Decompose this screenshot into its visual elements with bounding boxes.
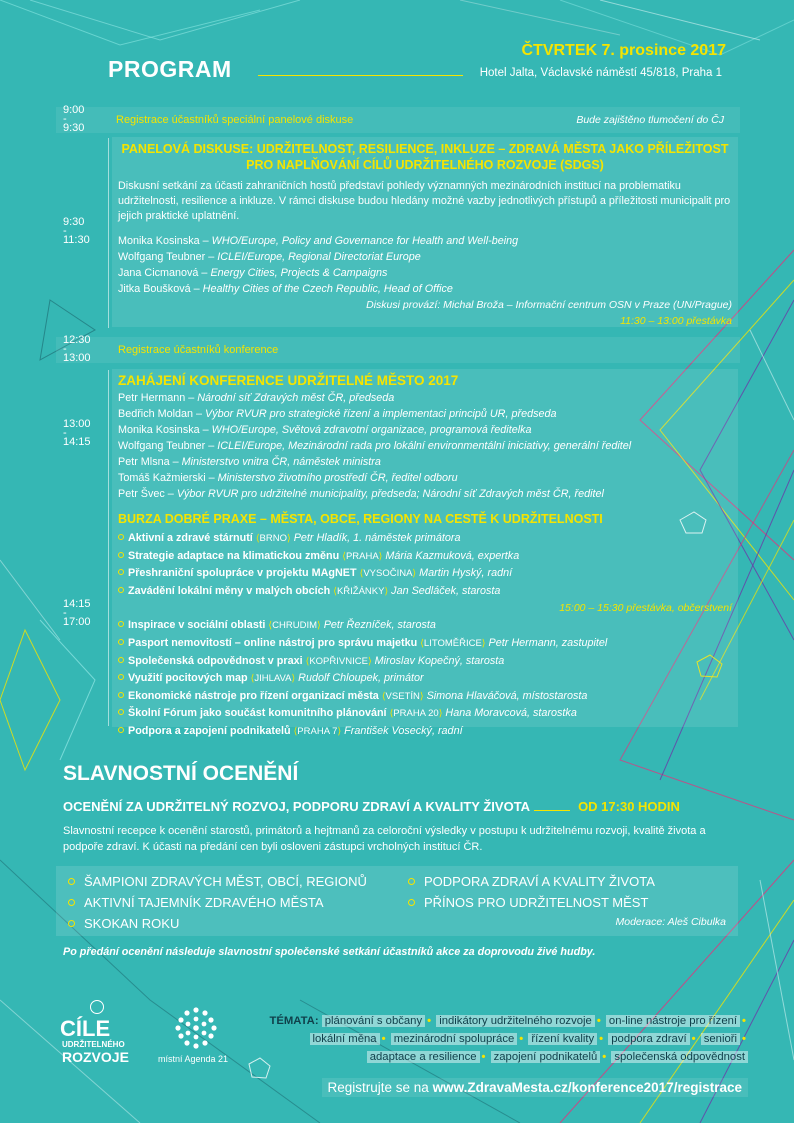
burza-item: Inspirace v sociální oblasti ⟨ CHRUDIM ⟩ Petr Řezníček, starosta [112,617,738,635]
opening-speaker: Petr Mlsna – Ministerstvo vnitra ČR, náměstek ministra [118,456,381,468]
time-from: 9:00 [63,104,85,116]
opening-speaker: Wolfgang Teubner – ICLEI/Europe, Mezinárodní rada pro lokální environmentální iniciativy, generální ředitel [118,440,632,452]
panel-title [112,137,738,173]
slot1-text: Registrace účastníků speciální panelové diskuse [116,114,354,126]
logo-line1: CÍLE [60,1016,111,1041]
event-date: ČTVRTEK 7. prosince 2017 [521,42,726,59]
opening-speaker: Petr Švec – Výbor RVUR pro udržitelné municipality, předseda; Národní síť Zdravých měst ČR, ředitel [118,488,604,500]
burza-item: Pasport nemovitostí – online nástroj pro správu majetku ⟨ LITOMĚŘICE ⟩ Petr Hermann, zastupitel [112,635,738,653]
panel-break: 11:30 – 13:00 přestávka [620,315,732,327]
award-after-note: Po předání ocenění následuje slavnostní společenské setkání účastníků akce za doprovodu živé hudby. [63,946,596,958]
event-venue: Hotel Jalta, Václavské náměstí 45/818, Praha 1 [479,67,722,79]
time-to: 13:00 [63,352,91,364]
logo-line2: UDRŽITELNÉHO [62,1040,125,1049]
opening-speaker: Monika Kosinska – WHO/Europe, Světová zdravotní organizace, programová ředitelka [118,424,532,436]
opening-speaker: Petr Hermann – Národní síť Zdravých měst ČR, předseda [118,392,395,404]
award-time: OD 17:30 HODIN [578,799,680,814]
panel-moderator: Diskusi provází: Michal Broža – Informační centrum OSN v Praze (UN/Prague) [366,299,732,311]
award-category: SKOKAN ROKU [68,916,179,932]
panel-title-line2: PRO NAPLŇOVÁNÍ CÍLŮ UDRŽITELNÉHO ROZVOJE (SDGS) [246,158,604,172]
panel-speaker: Jitka Boušková – Healthy Cities of the Czech Republic, Head of Office [118,283,453,295]
topic: plánování s občany [322,1015,425,1027]
slot2-time: 12:30 - 13:00 [63,334,91,364]
burza-item: Školní Fórum jako součást komunitního plánování ⟨ PRAHA 20 ⟩ Hana Moravcová, starostka [112,705,738,723]
award-category: AKTIVNÍ TAJEMNÍK ZDRAVÉHO MĚSTA [68,895,324,911]
slot2-text: Registrace účastníků konference [118,344,279,356]
un-emblem-icon [90,1000,104,1014]
opening-speaker: Tomáš Kažmierski – Ministerstvo životního prostředí ČR, ředitel odboru [118,472,458,484]
award-category: ŠAMPIONI ZDRAVÝCH MĚST, OBCÍ, REGIONŮ [68,874,367,890]
panel-description: Diskusní setkání za účasti zahraničních hostů představí pohledy významných mezinárodních institucí na problematiku udržitelnosti, resilience a inkluze. V rámci diskuse budou hledány možné vazby jednotlivých přístupů a příležitosti municipalit pro jejich praktické uplatnění. [118,180,731,222]
panel-time: 9:30 - 11:30 [63,216,90,246]
slot1-note: Bude zajištěno tlumočení do ČJ [576,114,724,126]
time-from: 14:15 [63,598,91,610]
panel-block [112,137,738,327]
time-to: 11:30 [63,234,90,246]
award-categories [56,866,738,936]
topic: podpora zdraví [608,1033,689,1045]
award-subtitle: OCENĚNÍ ZA UDRŽITELNÝ ROZVOJ, PODPORU ZDRAVÍ A KVALITY ŽIVOTA OD 17:30 HODIN [63,799,680,814]
burza-time: 14:15 - 17:00 [63,598,91,628]
topic: lokální měna [310,1033,380,1045]
award-description: Slavnostní recepce k ocenění starostů, primátorů a hejtmanů za celoroční výsledky v postupu k udržitelnému rozvoji, kvalitě života a podpoře zdraví. K účasti na předání cen byli osloveni zástupci vrcholných institucí ČR. [63,825,706,853]
registration-text: Registrujte se na [327,1080,429,1095]
time-to: 9:30 [63,122,85,134]
time-from: 12:30 [63,334,91,346]
panel-title-line1: PANELOVÁ DISKUSE: UDRŽITELNOST, RESILIENCE, INKLUZE – ZDRAVÁ MĚSTA JAKO PŘÍLEŽITOST [121,142,729,156]
topic: adaptace a resilience [367,1051,480,1063]
burza-item: Přeshraniční spolupráce v projektu MAgNET ⟨ VYSOČINA ⟩ Martin Hyský, radní [112,565,738,583]
logo-line3: ROZVOJE [62,1049,129,1065]
slot1-time: 9:00 - 9:30 [63,104,85,134]
topic: on-line nástroje pro řízení [606,1015,740,1027]
conference-divider [108,370,109,726]
award-category: PŘÍNOS PRO UDRŽITELNOST MĚST [408,895,648,911]
award-title: SLAVNOSTNÍ OCENĚNÍ [63,762,299,785]
agenda21-dots-icon [174,1006,218,1050]
burza-title: BURZA DOBRÉ PRAXE – MĚSTA, OBCE, REGIONY NA CESTĚ K UDRŽITELNOSTI [118,512,603,526]
topic: zapojení podnikatelů [491,1051,601,1063]
burza-item: Strategie adaptace na klimatickou změnu ⟨ PRAHA ⟩ Mária Kazmuková, expertka [112,548,738,566]
burza-item: Podpora a zapojení podnikatelů ⟨ PRAHA 7 ⟩ František Vosecký, radní [112,723,738,741]
burza-break: 15:00 – 15:30 přestávka, občerstvení [559,602,732,615]
burza-item: Aktivní a zdravé stárnutí ⟨ BRNO ⟩ Petr Hladík, 1. náměstek primátora [112,530,738,548]
registration-link[interactable]: www.ZdravaMesta.cz/konference2017/registrace [432,1080,742,1095]
topic: indikátory udržitelného rozvoje [436,1015,595,1027]
topic: řízení kvality [528,1033,597,1045]
opening-time: 13:00 - 14:15 [63,418,91,448]
burza-item: Ekonomické nástroje pro řízení organizací města ⟨ VSETÍN ⟩ Simona Hlaváčová, místostarosta [112,688,738,706]
burza-item: Využití pocitových map ⟨ JIHLAVA ⟩ Rudolf Chloupek, primátor [112,670,738,688]
burza-item: Zavádění lokální měny v malých obcích ⟨ KŘIŽÁNKY ⟩ Jan Sedláček, starosta [112,583,738,601]
topic: společenská odpovědnost [611,1051,748,1063]
topics-label: TÉMATA: [269,1015,319,1027]
opening-speaker: Bedřich Moldan – Výbor RVUR pro strategické řízení a implementaci principů UR, předseda [118,408,557,420]
time-to: 14:15 [63,436,91,448]
title-underline [258,75,463,76]
panel-divider [108,138,109,328]
time-from: 9:30 [63,216,85,228]
award-moderator: Moderace: Aleš Cibulka [615,916,726,928]
time-from: 13:00 [63,418,91,430]
registration-line [322,1078,748,1097]
burza-item: Společenská odpovědnost v praxi ⟨ KOPŘIVNICE ⟩ Miroslav Kopečný, starosta [112,653,738,671]
panel-speaker: Wolfgang Teubner – ICLEI/Europe, Regional Directoriat Europe [118,251,421,263]
topic: senioři [701,1033,740,1045]
time-to: 17:00 [63,616,91,628]
topics-list: TÉMATA: plánování s občany • indikátory udržitelného rozvoje • on-line nástroje pro řízení • lokální měna • mezinárodní spolupráce • řízení kvality • podpora zdraví • senioři • adaptace a resilience • zapojení podnikatelů • společenská odpovědnost [269,1015,746,1063]
topic: mezinárodní spolupráce [391,1033,518,1045]
opening-title: ZAHÁJENÍ KONFERENCE UDRŽITELNÉ MĚSTO 2017 [118,373,459,388]
conference-block [112,369,738,737]
panel-speaker: Monika Kosinska – WHO/Europe, Policy and Governance for Health and Well-being [118,235,519,247]
award-category: PODPORA ZDRAVÍ A KVALITY ŽIVOTA [408,874,655,890]
panel-speaker: Jana Cicmanová – Energy Cities, Projects & Campaigns [118,267,388,279]
page-title: PROGRAM [108,56,232,82]
agenda21-caption: místní Agenda 21 [158,1054,229,1064]
